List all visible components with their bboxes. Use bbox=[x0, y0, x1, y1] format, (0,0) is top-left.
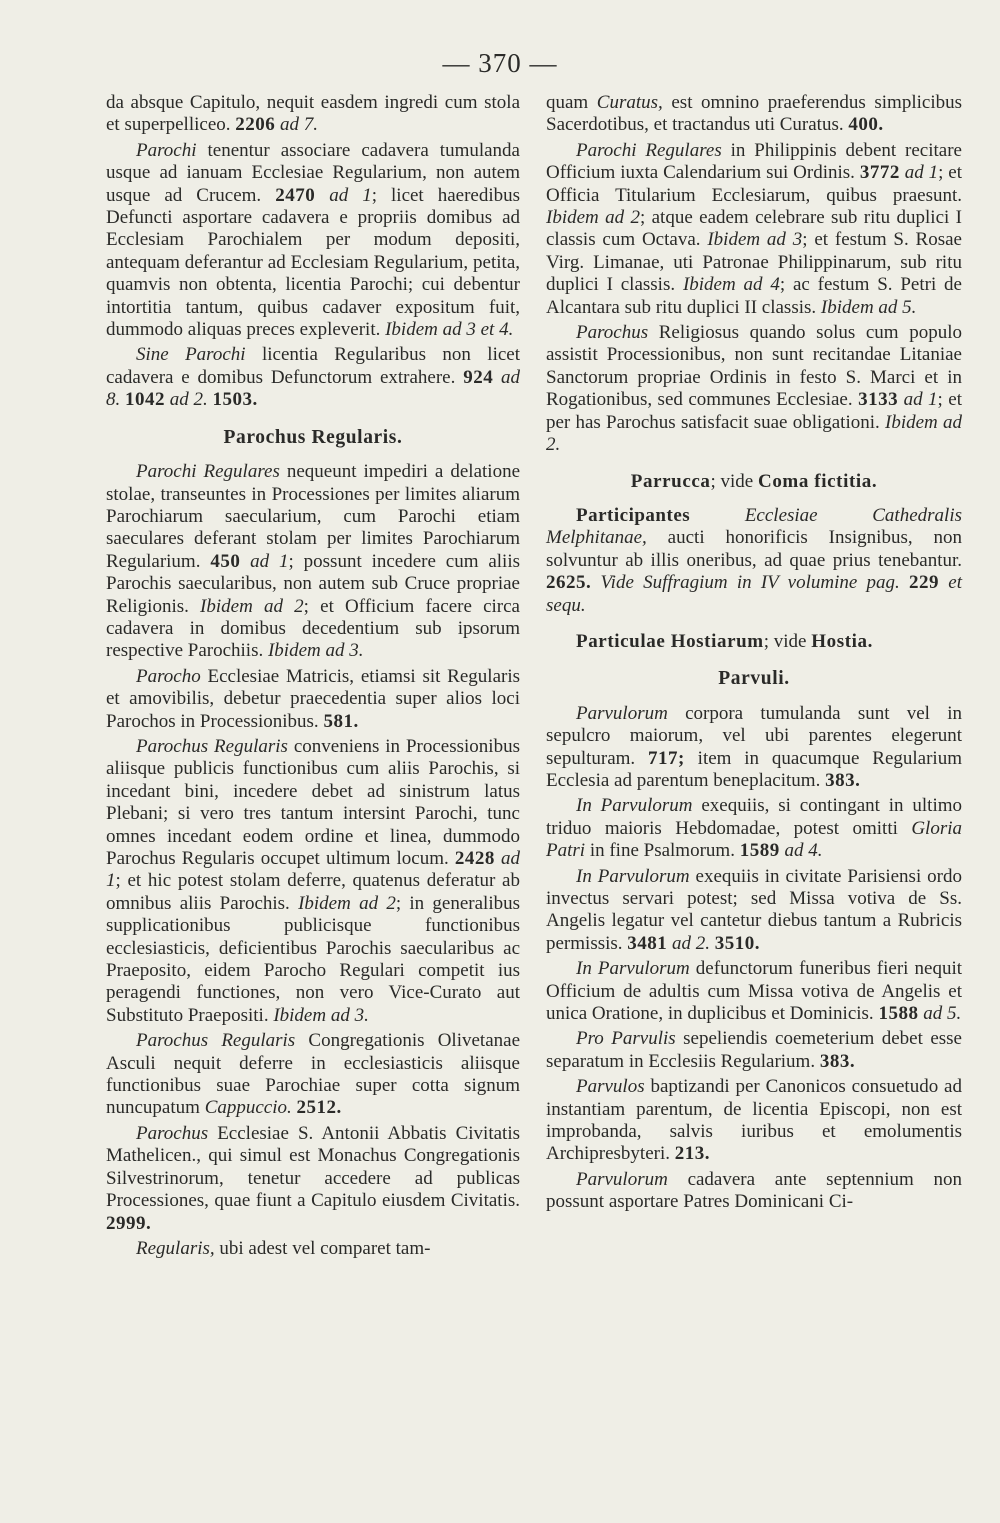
left-column bbox=[106, 92, 520, 1263]
paragraph: Parvulorum cadavera ante septennium non possunt asportare Patres Dominicani Ci- bbox=[546, 1168, 962, 1213]
paragraph: da absque Capitulo, nequit easdem ingredi cum stola et superpelliceo. 2206 ad 7. bbox=[106, 92, 520, 136]
paragraph: quam Curatus, est omnino praeferendus simplicibus Sacerdotibus, et tractandus uti Curatus. 400. bbox=[546, 92, 962, 136]
section-heading: Parvuli. bbox=[718, 668, 790, 690]
paragraph: Pro Parvulis sepeliendis coemeterium debet esse separatum in Ecclesiis Regularium. 383. bbox=[546, 1028, 962, 1072]
paragraph: Sine Parochi licentia Regularibus non licet cadavera e domibus Defunctorum extrahere. 924 ad 8. 1042 ad 2. 1503. bbox=[106, 344, 521, 411]
paragraph: Parochi tenentur associare cadavera tumulanda usque ad ianuam Ecclesiae Regularium, non autem usque ad Crucem. 2470 ad 1; licet haeredibus Defuncti asportare cadavera e propriis domibus ad Ecclesiam Parochialem per modum depositi, antequam deferantur ad Ecclesiam Regularium, petita, quamvis non obtenta, licentia Parochi; cui debentur intortitia tantum, quibus cadaver expositum fuit, dummodo aliquas preces expleverit. Ibidem ad 3 et 4. bbox=[106, 139, 521, 341]
page-number: — 370 — bbox=[442, 48, 558, 78]
paragraph: In Parvulorum exequiis, si contingant in ultimo triduo maioris Hebdomadae, potest omitti Gloria Patri in fine Psalmorum. 1589 ad 4. bbox=[546, 795, 963, 862]
paragraph: Parochus Ecclesiae S. Antonii Abbatis Civitatis Mathelicen., qui simul est Monachus Congregationis Silvestrinorum, tenetur accedere ad publicas Processiones, quae fiunt a Capitulo eiusdem Civitatis. 2999. bbox=[106, 1122, 520, 1234]
right-column bbox=[546, 92, 962, 1217]
cross-reference-heading: Particulae Hostiarum; vide Hostia. bbox=[576, 630, 873, 652]
cross-reference-heading: Parrucca; vide Coma fictitia. bbox=[630, 470, 878, 492]
paragraph: Parvulos baptizandi per Canonicos consuetudo ad instantiam parentum, de licentia Episcopi, non est improbanda, salvis iuribus et emolumentis Archipresbyteri. 213. bbox=[546, 1076, 962, 1165]
paragraph: Parocho Ecclesiae Matricis, etiamsi sit Regularis et amovibilis, debetur praecedentia super alios loci Parochos in Processionibus. 581. bbox=[106, 665, 520, 732]
paragraph: Parochus Regularis Congregationis Olivetanae Asculi nequit deferre in ecclesiasticis aliisque functionibus suae Parochiae super cotta signum nuncupatum Cappuccio. 2512. bbox=[106, 1030, 521, 1119]
section-heading: Parochus Regularis. bbox=[223, 426, 403, 448]
paragraph: In Parvulorum defunctorum funeribus fieri nequit Officium de adultis cum Missa votiva de Angelis et unica Oratione, in duplicibus et Dominicis. 1588 ad 5. bbox=[546, 958, 962, 1025]
paragraph: Parochus Regularis conveniens in Processionibus aliisque publicis functionibus cum aliis Parochis, si incedant bini, incedere debet ad sinistrum latus Plebani; si vero tres tantum intersint Parochi, tunc omnes incedant eodem ordine et linea, dummodo Parochus Regularis occupet ultimum locum. 2428 ad 1; et hic potest stolam deferre, quatenus deferatur ab omnibus aliis Parochis. Ibidem ad 2; in generalibus supplicationibus publicisque functionibus ecclesiasticis, deficientibus Parochis saecularibus ac Praeposito, eidem Parocho Regulari competit ius peragendi functiones, non vero Vice-Curato aut Substituto Praepositi. Ibidem ad 3. bbox=[106, 735, 521, 1026]
paragraph: Parochi Regulares nequeunt impediri a delatione stolae, transeuntes in Processiones per limites aliarum Parochiarum saecularium, cum Parochi etiam saeculares deferant stolam per limites Parochiarum Regularium. 450 ad 1; possunt incedere cum aliis Parochis saecularibus, non autem sub Cruce propriae Religionis. Ibidem ad 2; et Officium facere circa cadavera in domibus decedentium sub ipsorum respective Parochiis. Ibidem ad 3. bbox=[106, 461, 521, 662]
paragraph: Parochus Religiosus quando solus cum populo assistit Processionibus, non sunt recitandae Litaniae Sanctorum propriae Ordinis in festo S. Marci et in Rogationibus, sed communes Ecclesiae. 3133 ad 1; et per has Parochus satisfacit suae obligationi. Ibidem ad 2. bbox=[546, 322, 963, 456]
paragraph: Regularis, ubi adest vel comparet tam- bbox=[136, 1237, 431, 1259]
entry-participantes: Participantes Ecclesiae Cathedralis Melphitanae, aucti honorificis Insignibus, non solvuntur ab illis oneribus, ad quae prius tenebantur. 2625. Vide Suffragium in IV volumine pag. 229 et sequ. bbox=[546, 504, 962, 616]
paragraph: Parvulorum corpora tumulanda sunt vel in sepulcro maiorum, vel ubi parentes elegerunt sepulturam. 717; item in quacumque Regularium Ecclesia ad parentum beneplacitum. 383. bbox=[546, 702, 962, 791]
paragraph: Parochi Regulares in Philippinis debent recitare Officium iuxta Calendarium sui Ordinis. 3772 ad 1; et Officia Titularium Ecclesiarum, quibus praesunt. Ibidem ad 2; atque eadem celebrare sub ritu duplici I classis cum Octava. Ibidem ad 3; et festum S. Rosae Virg. Limanae, uti Patronae Philippinarum, sub ritu duplici I classis. Ibidem ad 4; ac festum S. Petri de Alcantara sub ritu duplici II classis. Ibidem ad 5. bbox=[546, 139, 963, 318]
paragraph: In Parvulorum exequiis in civitate Parisiensi ordo invectus servari potest; sed Missa votiva de Ss. Angelis legatur vel cantetur diebus tantum a Rubricis permissis. 3481 ad 2. 3510. bbox=[546, 865, 962, 954]
